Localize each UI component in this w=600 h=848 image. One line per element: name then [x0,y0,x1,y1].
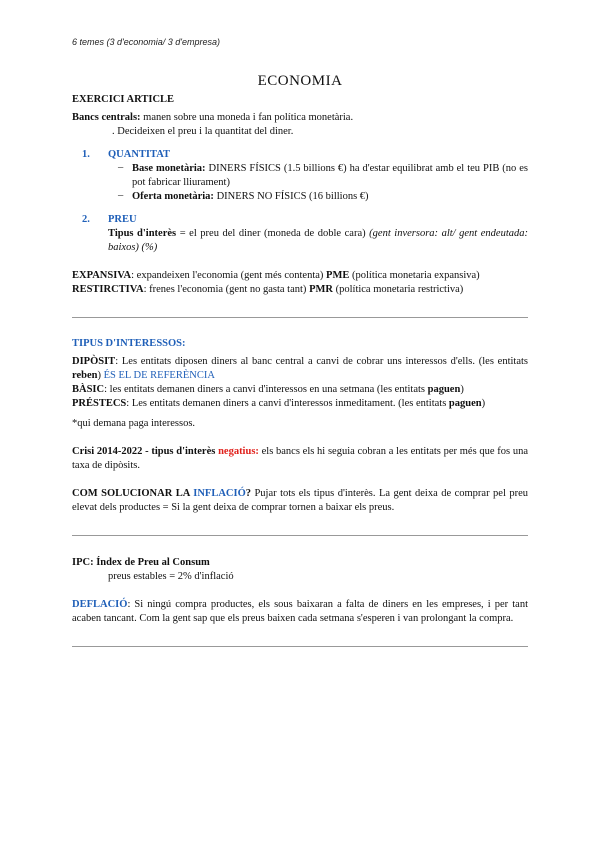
basic-paragraph [72,383,528,397]
crisi-text: els bancs els hi seguia cobran a les entitats per més que fos una taxa de dipòsits. [72,446,529,471]
document-content [72,73,528,647]
bancs-paragraph [72,111,528,125]
header-note: 6 temes (3 d'economia/ 3 d'empresa) [72,37,221,47]
diposit-referencia: ÉS EL DE REFERÈNCIA [103,370,215,381]
list-item-oferta-monetaria [72,190,528,204]
prestecs-text: : Les entitats demanen diners a canvi d'interessos inmeditament. (les entitats [126,398,449,409]
crisi-negatius: negatius: [218,446,259,457]
dash-bullet: – [118,162,124,173]
dash-bullet: – [118,190,124,201]
expansiva-label: EXPANSIVA [72,270,132,281]
com-inflacio: INFLACIÓ [193,488,246,499]
preu-label: PREU [108,214,137,225]
crisi-label: Crisi 2014-2022 - tipus d'interès [72,446,219,457]
restrictiva-abbr: PMR [309,284,333,295]
expansiva-rest: (política monetaria expansiva) [349,270,480,281]
restrictiva-label: RESTIRCTIVA [72,284,144,295]
list-item-base-monetaria [72,162,528,190]
deflacio-label: DEFLACIÓ [72,599,128,610]
exercici-heading: EXERCICI ARTICLE [72,94,175,105]
deflacio-paragraph [72,598,528,626]
divider [72,646,528,647]
diposit-label: DIPÒSIT [72,356,116,367]
prestecs-paragraph [72,397,528,411]
com-label: COM SOLUCIONAR LA [72,488,194,499]
expansiva-abbr: PME [326,270,350,281]
com-q: ? [245,488,251,499]
preu-num: 2. [82,214,90,225]
oferta-monetaria-desc: DINERS NO FÍSICS (16 billions €) [213,191,369,202]
diposit-close: ) [97,370,104,381]
basic-close: ) [460,384,464,395]
quantitat-heading [82,149,528,160]
base-monetaria-text [132,162,528,190]
base-monetaria-desc: DINERS FÍSICS (1.5 billions €) ha d'estar equilibrat amb el teu PIB (no es pot fabricar lliurament) [132,163,528,188]
com-solucionar-paragraph [72,487,528,515]
prestecs-bold: paguen [448,398,482,409]
restrictiva-rest: (política monetaria restrictiva) [332,284,464,295]
page-title: ECONOMIA [257,73,343,89]
prestecs-close: ) [481,398,486,409]
diposit-bold: reben [72,370,98,381]
quantitat-num: 1. [82,149,90,160]
restrictiva-text: : frenes l'economia (gent no gasta tant) [143,284,310,295]
tipus-interes-desc: = el preu del diner (moneda de doble cara) [176,228,370,239]
quantitat-label: QUANTITAT [108,149,171,160]
expansiva-line [72,269,528,283]
ipc-label [72,556,528,570]
bancs-line2: . Decideixen el preu i la quantitat del diner. [112,126,294,137]
basic-text: : les entitats demanen diners a canvi d'interessos en una setmana (les entitats [104,384,428,395]
preu-heading [82,214,528,225]
prestecs-label: PRÉSTECS [72,398,127,409]
diposit-paragraph [72,355,528,383]
ipc-heading: IPC: Índex de Preu al Consum [72,557,210,568]
basic-bold: paguen [427,384,461,395]
basic-label: BÀSIC [72,384,105,395]
base-monetaria-label: Base monetària: [132,163,206,174]
tipus-interes-text [72,227,528,255]
diposit-text: : Les entitats diposen diners al banc central a canvi de cobrar uns interessos d'ells. (les entitats [115,356,528,367]
deflacio-text: : Si ningú compra productes, els sous baixaran a falta de diners en les empreses, i per tant acaben tancant. Com la gent sap que els preus baixen cada setmana s'esperen i van prolongant la compra. [72,599,528,624]
bancs-text: manen sobre una moneda i fan política monetària. [140,112,354,123]
crisi-paragraph [72,445,528,473]
bancs-label: Bancs centrals: [72,112,141,123]
restrictiva-line [72,283,528,297]
com-text: Pujar tots els tipus d'interès. La gent deixa de comprar pel preu elevat dels productes = Si la gent deixa de comprar tornen a baixar els preus. [72,488,528,513]
tipus-interessos-heading: TIPUS D'INTERESSOS: [72,338,186,349]
note-text: *qui demana paga interessos. [72,418,196,429]
tipus-interes-label: Tipus d'interès [108,228,177,239]
expansiva-text: : expandeixen l'economia (gent més contenta) [131,270,327,281]
oferta-monetaria-text [132,190,528,204]
tipus-interes-note: (gent inversora: alt/ gent endeutada: baixos) (%) [108,228,528,253]
ipc-line2: preus estables = 2% d'inflació [108,571,234,582]
oferta-monetaria-label: Oferta monetària: [132,191,214,202]
